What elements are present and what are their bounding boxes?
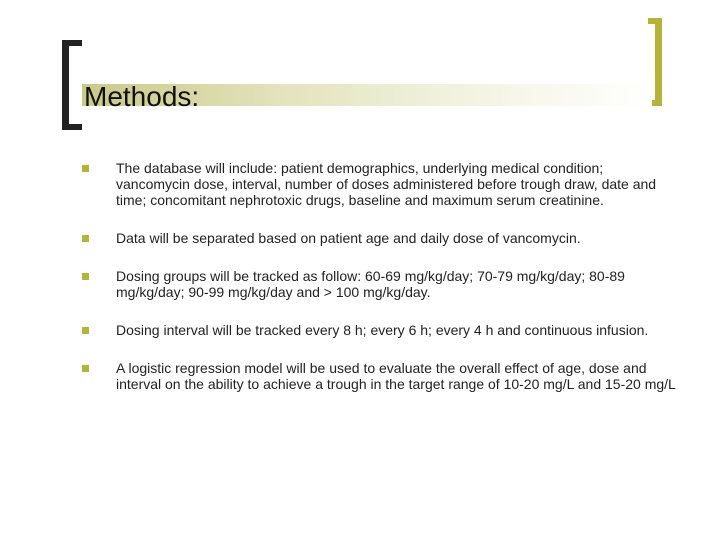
bullet-text: Data will be separated based on patient age and daily dose of vancomycin. (116, 230, 581, 246)
right-bracket-top (648, 18, 662, 24)
bullet-text: Dosing interval will be tracked every 8 h; every 6 h; every 4 h and continuous infusion. (116, 322, 649, 338)
square-bullet-icon (82, 327, 89, 334)
bullet-item (78, 160, 678, 208)
left-bracket (62, 40, 69, 130)
bullet-list (78, 160, 678, 414)
slide-title: Methods: (84, 81, 200, 112)
square-bullet-icon (82, 365, 89, 372)
bullet-text: Dosing groups will be tracked as follow: 60-69 mg/kg/day; 70-79 mg/kg/day; 80-89 mg/kg/day; 90-99 mg/kg/day and > 100 mg/kg/day. (116, 268, 625, 300)
square-bullet-icon (82, 165, 89, 172)
left-bracket-top (62, 40, 82, 46)
bullet-text: The database will include: patient demographics, underlying medical condition; vancomycin dose, interval, number of doses administered before trough draw, date and time; concomitant nephrotoxic drugs, baseline and maximum serum creatinine. (116, 160, 657, 208)
bullet-item (78, 322, 678, 338)
right-bracket (655, 18, 662, 106)
bullet-item (78, 360, 678, 392)
bullet-item (78, 268, 678, 300)
bullet-item (78, 230, 678, 246)
square-bullet-icon (82, 273, 89, 280)
left-bracket-bottom (62, 124, 82, 130)
bullet-text: A logistic regression model will be used to evaluate the overall effect of age, dose and interval on the ability to achieve a trough in the target range of 10-20 mg/L and 15-20 mg/L (116, 360, 676, 392)
square-bullet-icon (82, 235, 89, 242)
